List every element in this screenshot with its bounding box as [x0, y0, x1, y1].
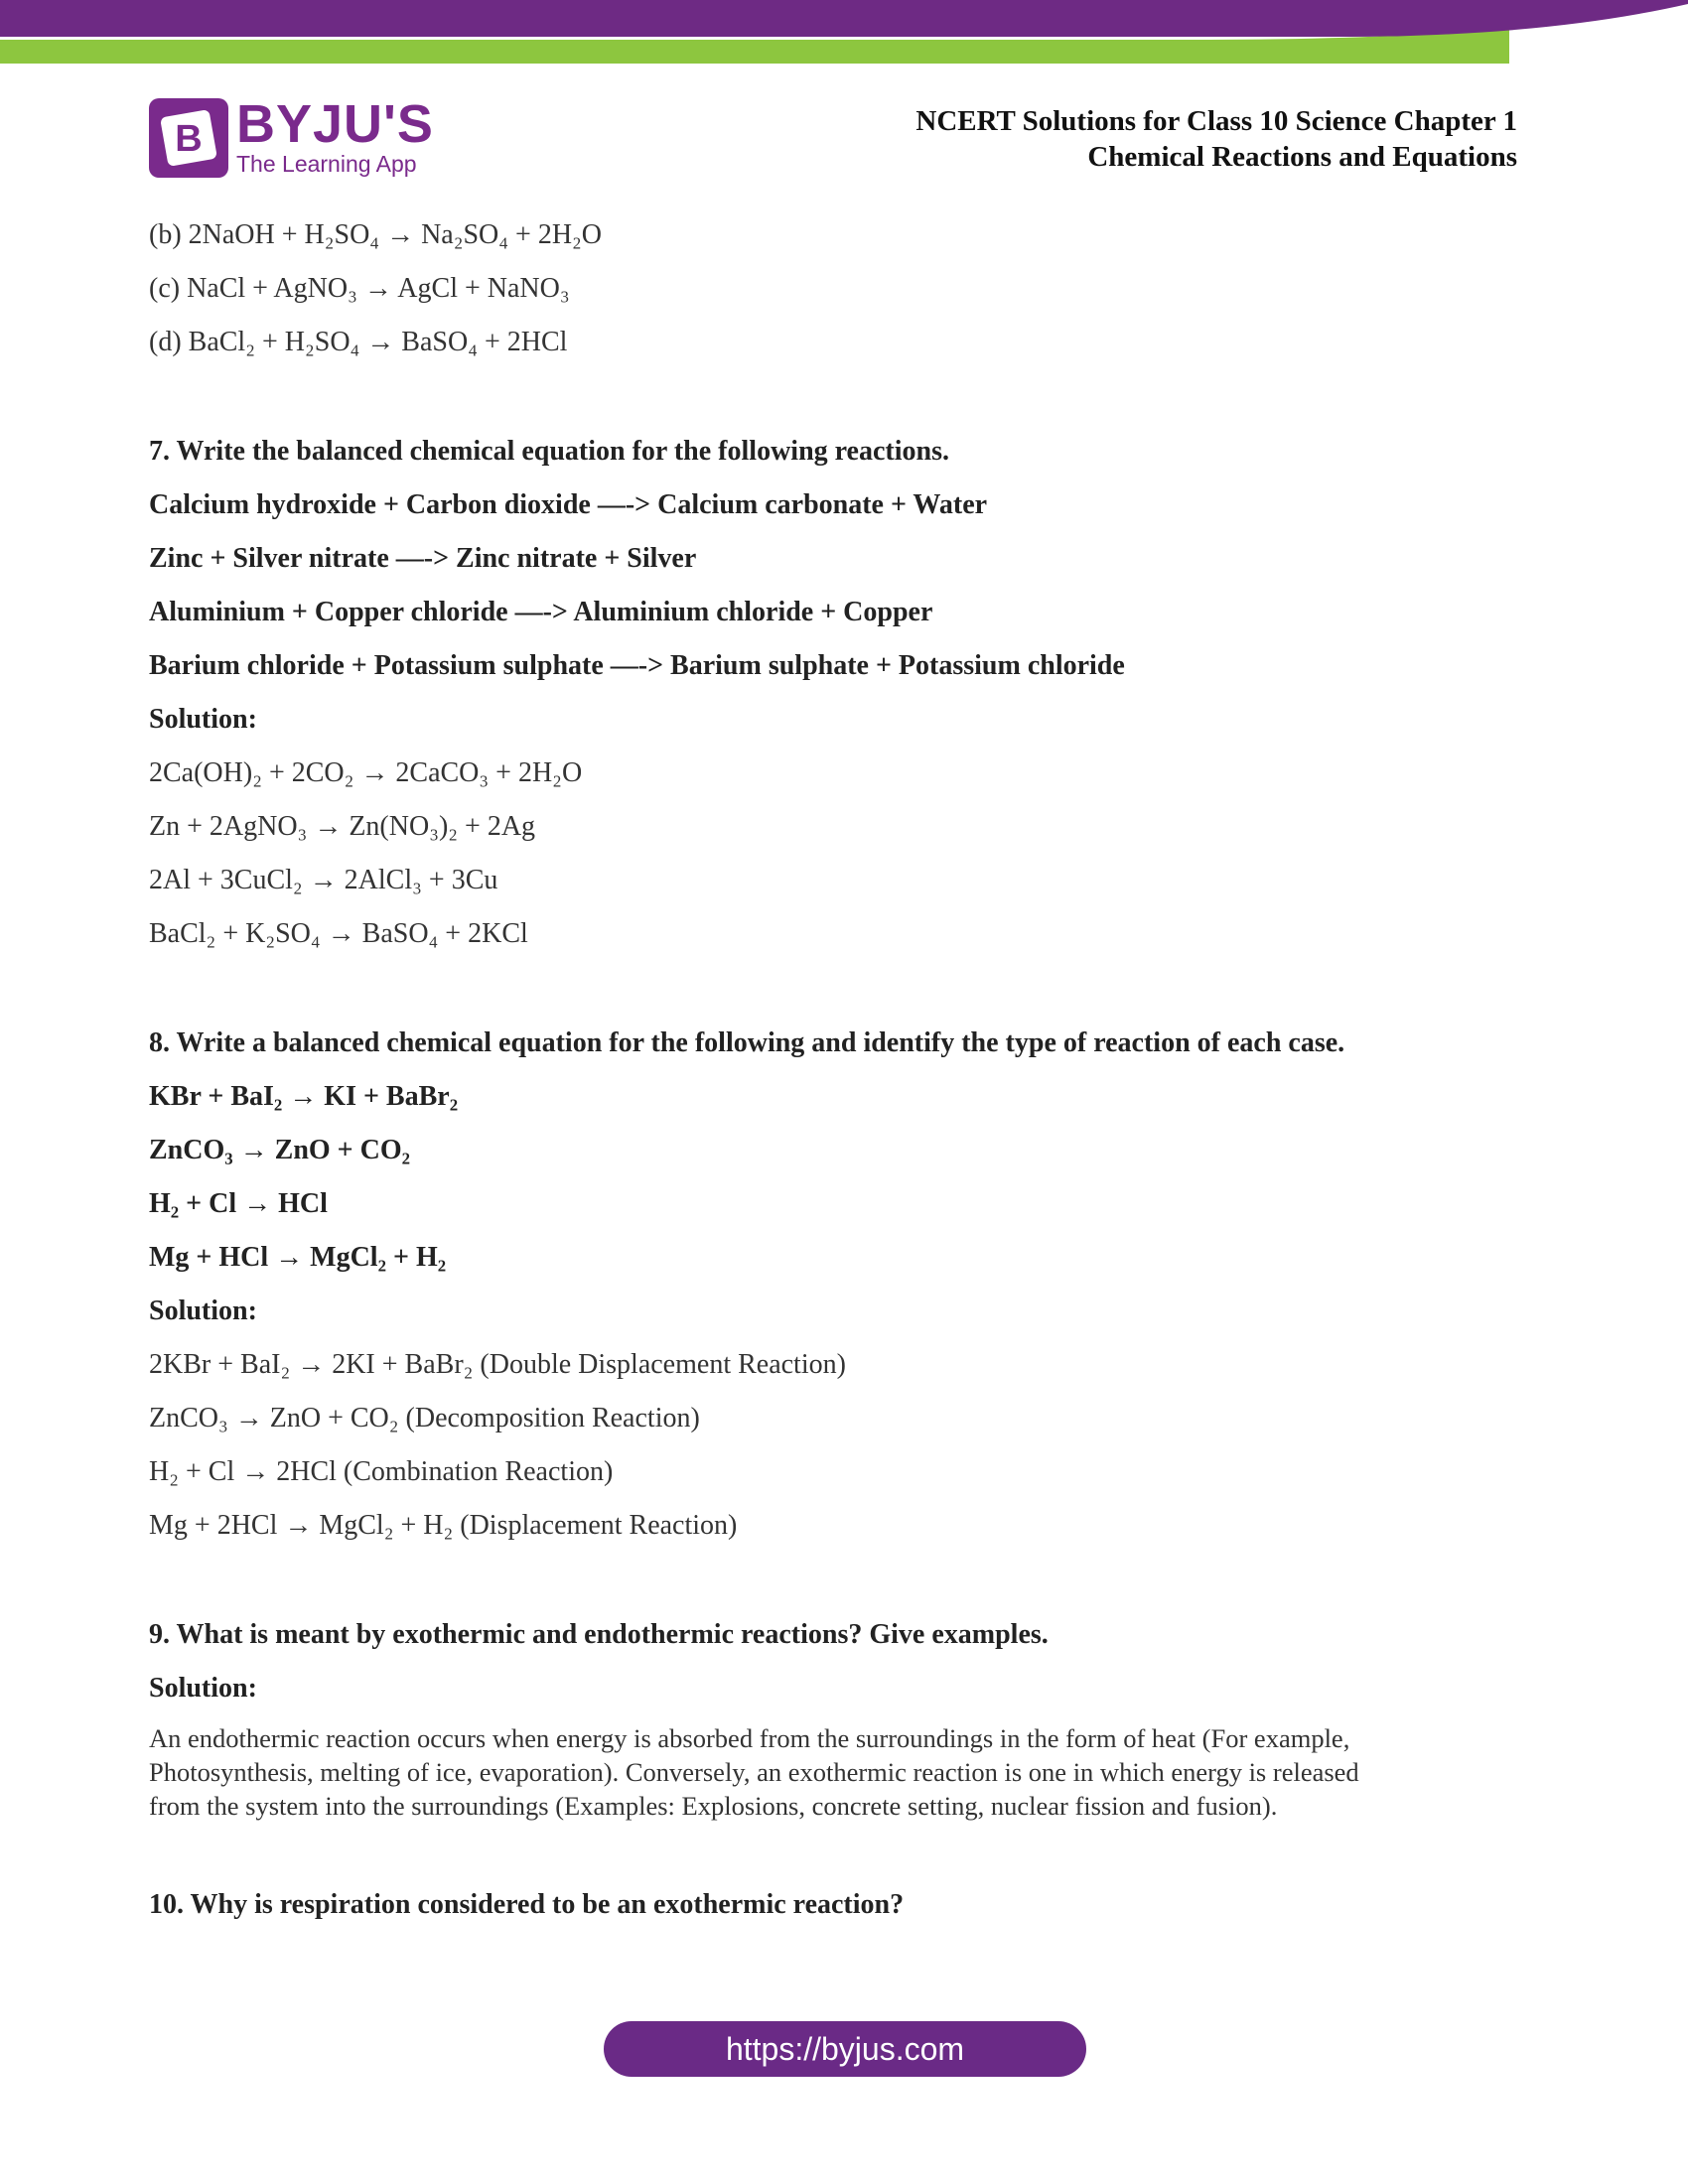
q9-question: 9. What is meant by exothermic and endothermic reactions? Give examples.	[149, 1619, 1049, 1650]
header-title-line1: NCERT Solutions for Class 10 Science Chapter 1	[915, 105, 1517, 137]
byjus-logo	[149, 94, 434, 179]
q9-solution-label: Solution:	[149, 1673, 257, 1704]
q8-item: H₂ + Cl → HCl	[149, 1188, 328, 1219]
q8-answer: 2KBr + BaI₂ → 2KI + BaBr₂ (Double Displacement Reaction)	[149, 1349, 846, 1380]
q9-answer-line: from the system into the surroundings (Examples: Explosions, concrete setting, nuclear fission and fusion).	[149, 1791, 1278, 1821]
logo-letter: B	[175, 118, 203, 160]
logo-tagline: The Learning App	[236, 151, 417, 177]
logo-mark	[149, 98, 228, 178]
q7-solution-label: Solution:	[149, 704, 257, 735]
q7-item: Zinc + Silver nitrate —-> Zinc nitrate + Silver	[149, 543, 697, 574]
q8-solution-label: Solution:	[149, 1296, 257, 1326]
q8-item: ZnCO₃ → ZnO + CO₂	[149, 1135, 411, 1165]
q6-option-b: (b) 2NaOH + H₂SO₄ → Na₂SO₄ + 2H₂O	[149, 219, 603, 250]
q7-answer: 2Ca(OH)₂ + 2CO₂ → 2CaCO₃ + 2H₂O	[149, 757, 583, 788]
footer-url-link[interactable]: https://byjus.com	[604, 2021, 1086, 2077]
document-body	[149, 208, 1499, 1932]
q8-answer: Mg + 2HCl → MgCl₂ + H₂ (Displacement Reaction)	[149, 1510, 738, 1541]
q7-answer: 2Al + 3CuCl₂ → 2AlCl₃ + 3Cu	[149, 865, 498, 895]
q9-answer-line: Photosynthesis, melting of ice, evaporation). Conversely, an exothermic reaction is one in which energy is released	[149, 1757, 1359, 1787]
q9-answer-paragraph	[149, 1721, 1499, 1823]
q7-answer: BaCl₂ + K₂SO₄ → BaSO₄ + 2KCl	[149, 918, 528, 949]
q7-answer: Zn + 2AgNO₃ → Zn(NO₃)₂ + 2Ag	[149, 811, 536, 842]
q9-answer-line: An endothermic reaction occurs when energy is absorbed from the surroundings in the form of heat (For example,	[149, 1723, 1350, 1753]
q8-question: 8. Write a balanced chemical equation for the following and identify the type of reaction of each case.	[149, 1027, 1345, 1058]
q10-question: 10. Why is respiration considered to be an exothermic reaction?	[149, 1889, 905, 1920]
q7-item: Aluminium + Copper chloride —-> Aluminium chloride + Copper	[149, 597, 933, 627]
top-decorative-band	[0, 0, 1688, 64]
q7-item: Barium chloride + Potassium sulphate —-> Barium sulphate + Potassium chloride	[149, 650, 1125, 681]
q7-item: Calcium hydroxide + Carbon dioxide —-> Calcium carbonate + Water	[149, 489, 988, 520]
q8-answer: ZnCO₃ → ZnO + CO₂ (Decomposition Reaction)	[149, 1403, 700, 1433]
logo-name: BYJU'S	[236, 94, 434, 154]
q8-answer: H₂ + Cl → 2HCl (Combination Reaction)	[149, 1456, 614, 1487]
q6-option-c: (c) NaCl + AgNO₃ → AgCl + NaNO₃	[149, 273, 570, 304]
q7-question: 7. Write the balanced chemical equation for the following reactions.	[149, 436, 949, 467]
header-title-line2: Chemical Reactions and Equations	[1087, 141, 1517, 173]
q8-item: KBr + BaI₂ → KI + BaBr₂	[149, 1081, 459, 1112]
q6-option-d: (d) BaCl₂ + H₂SO₄ → BaSO₄ + 2HCl	[149, 327, 568, 357]
document-header-title	[915, 103, 1517, 175]
q8-item: Mg + HCl → MgCl₂ + H₂	[149, 1242, 447, 1273]
